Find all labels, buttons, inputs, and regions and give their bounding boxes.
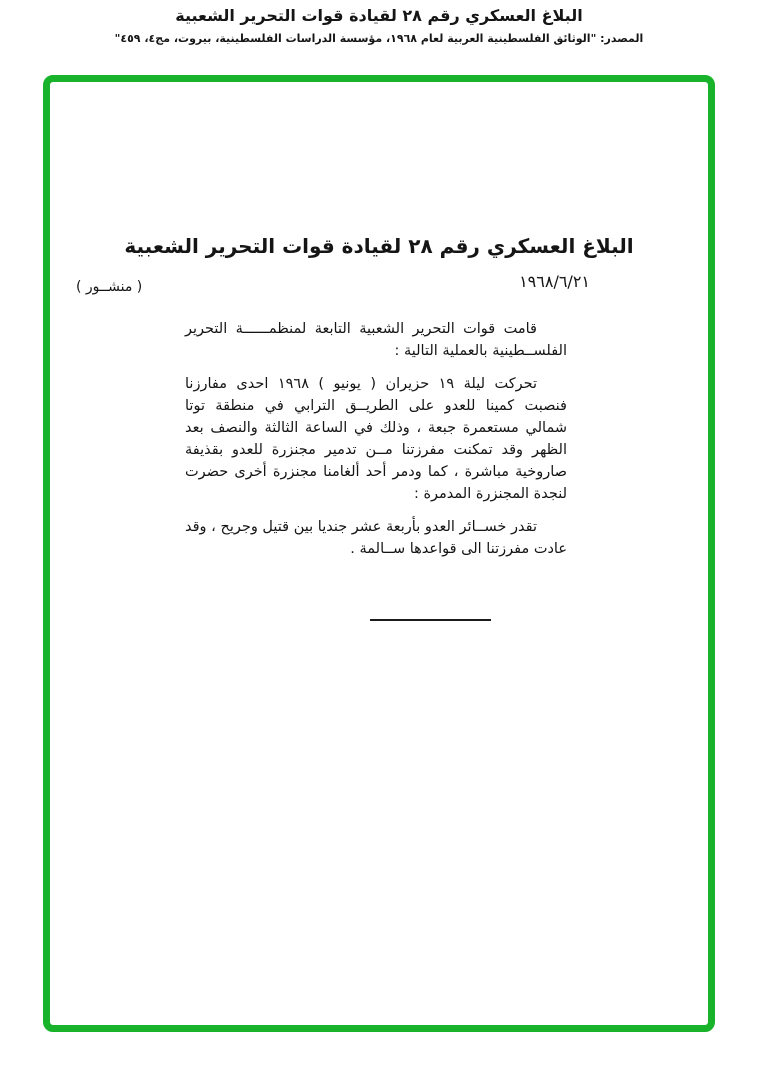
- page-header-source: المصدر: "الوثائق الفلسطينية العربية لعام ١٩٦٨، مؤسسة الدراسات الفلسطينية، بيروت، مج٤، ٤٥٩": [114, 32, 644, 45]
- separator-line: [370, 619, 491, 621]
- document-date: ١٩٦٨/٦/٢١: [519, 272, 590, 291]
- document-frame: [43, 75, 715, 1032]
- page-header: [0, 0, 758, 45]
- paragraph-casualties: تقدر خســائر العدو بأربعة عشر جنديا بين قتيل وجريح ، وقد عادت مفرزتنا الى قواعدها ســالمة .: [185, 519, 567, 557]
- page-header-title: البلاغ العسكري رقم ٢٨ لقيادة قوات التحرير الشعبية: [175, 6, 583, 25]
- document-title: البلاغ العسكري رقم ٢٨ لقيادة قوات التحرير الشعبية: [124, 234, 634, 258]
- paragraph-operation: تحركت ليلة ١٩ حزيران ( يونيو ) ١٩٦٨ احدى مفارزنا فنصبت كمينا للعدو على الطريــق الترابي في منطقة توتا شمالي مستعمرة جبعة ، وذلك في الساعة الثالثة والنصف بعد الظهر وقد تمكنت مفرزتنا مــن تدمير مجنزرة للعدو بقذيفة صاروخية مباشرة ، كما ودمر أحد ألغامنا مجنزرة أخرى حضرت لنجدة المجنزرة المدمرة :: [185, 376, 567, 502]
- paragraph-intro: قامت قوات التحرير الشعبية التابعة لمنظمــــــة التحرير الفلســطينية بالعملية التالية :: [185, 321, 567, 359]
- document-body: [185, 318, 567, 571]
- published-note: ( منشــور ): [76, 279, 143, 295]
